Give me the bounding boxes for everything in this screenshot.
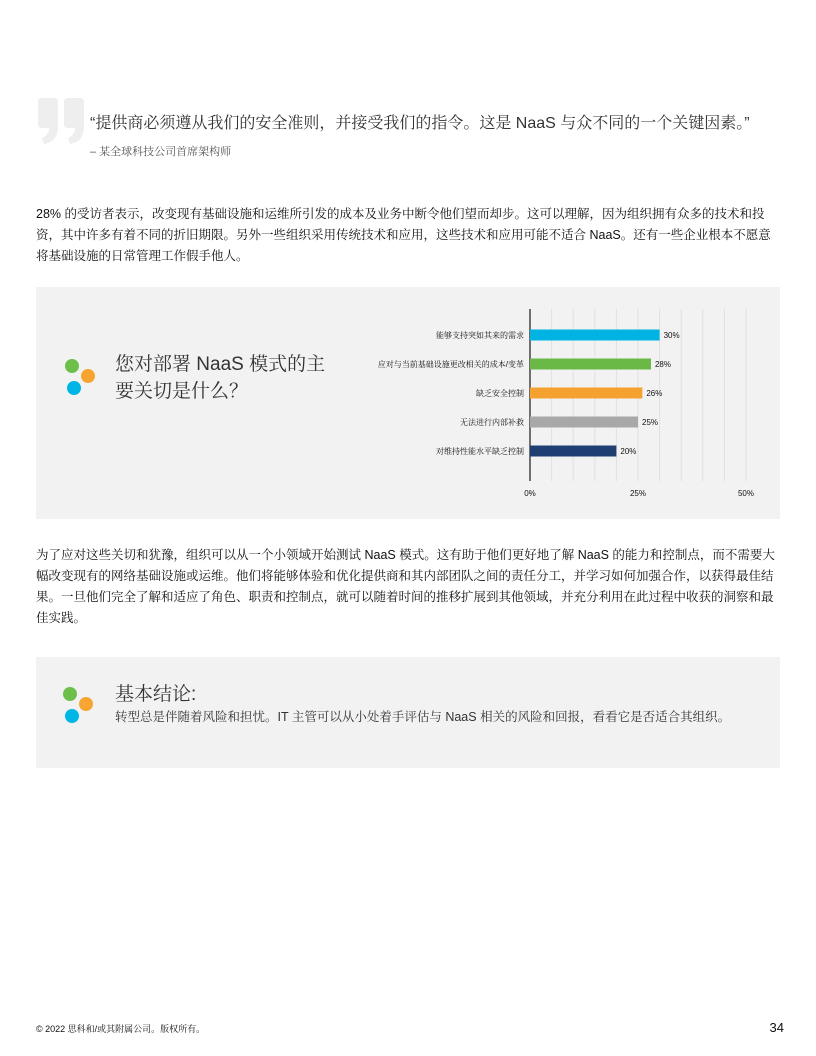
value-label: 30% (663, 331, 680, 340)
blue-dot (65, 709, 79, 723)
value-label: 28% (654, 360, 671, 369)
green-dot (65, 359, 79, 373)
chart-question: 您对部署 NaaS 模式的主要关切是什么？ (115, 354, 326, 402)
quote-author: – 某全球科技公司首席架构师 (90, 146, 232, 158)
brand-dots-icon (63, 687, 103, 731)
quote-marks-icon (36, 98, 88, 144)
x-tick-label: 50% (737, 489, 755, 498)
value-label: 25% (642, 418, 659, 427)
category-label: 对维持性能水平缺乏控制 (436, 447, 524, 456)
conclusion-panel (36, 657, 780, 768)
x-tick-label: 25% (629, 489, 647, 498)
body-paragraph-2: 为了应对这些关切和犹豫，组织可以从一个小领域开始测试 NaaS 模式。这有助于他们更好地了解 NaaS 的能力和控制点，而不需要大幅改变现有的网络基础设施或运维。他们将能够体验和优化提供商和其内部团队之间的责任分工，并学习如何加强合作，以获得最佳结果。一旦他们完全了解和适应了角色、职责和控制点，就可以随着时间的推移扩展到其他领域，并充分利用在此过程中收获的洞察和最佳实践。 (36, 548, 775, 625)
conclusion-body: 转型总是伴随着风险和担忧。IT 主管可以从小处着手评估与 NaaS 相关的风险和回报，看看它是否适合其组织。 (115, 710, 731, 724)
bar (530, 417, 638, 428)
bar (530, 359, 651, 370)
quote-text: “提供商必须遵从我们的安全准则，并接受我们的指令。这是 NaaS 与众不同的一个关键因素。” (90, 115, 750, 132)
bar (530, 446, 616, 457)
body-paragraph-1: 28% 的受访者表示，改变现有基础设施和运维所引发的成本及业务中断令他们望而却步。这可以理解，因为组织拥有众多的技术和投资，其中许多有着不同的折旧期限。另外一些组织采用传统技术和应用，这些技术和应用可能不适合 NaaS。还有一些企业根本不愿意将基础设施的日常管理工作假手他人。 (36, 207, 771, 263)
category-label: 无法进行内部补救 (460, 418, 524, 427)
category-label: 应对与当前基础设施更改相关的成本/变革 (377, 360, 524, 369)
category-label: 缺乏安全控制 (476, 389, 524, 398)
blue-dot (67, 381, 81, 395)
conclusion-title: 基本结论: (115, 684, 197, 705)
footer-copyright: © 2022 思科和/或其附属公司。版权所有。 (36, 1024, 206, 1034)
green-dot (63, 687, 77, 701)
value-label: 20% (620, 447, 637, 456)
bar (530, 330, 660, 341)
category-label: 能够支持突如其来的需求 (436, 331, 524, 340)
brand-dots-icon (65, 359, 105, 403)
chart-panel (36, 287, 780, 519)
value-label: 26% (646, 389, 663, 398)
bar (530, 388, 642, 399)
x-tick-label: 0% (524, 489, 536, 498)
orange-dot (79, 697, 93, 711)
page-number: 34 (769, 1020, 784, 1035)
orange-dot (81, 369, 95, 383)
bar-chart (316, 301, 766, 511)
